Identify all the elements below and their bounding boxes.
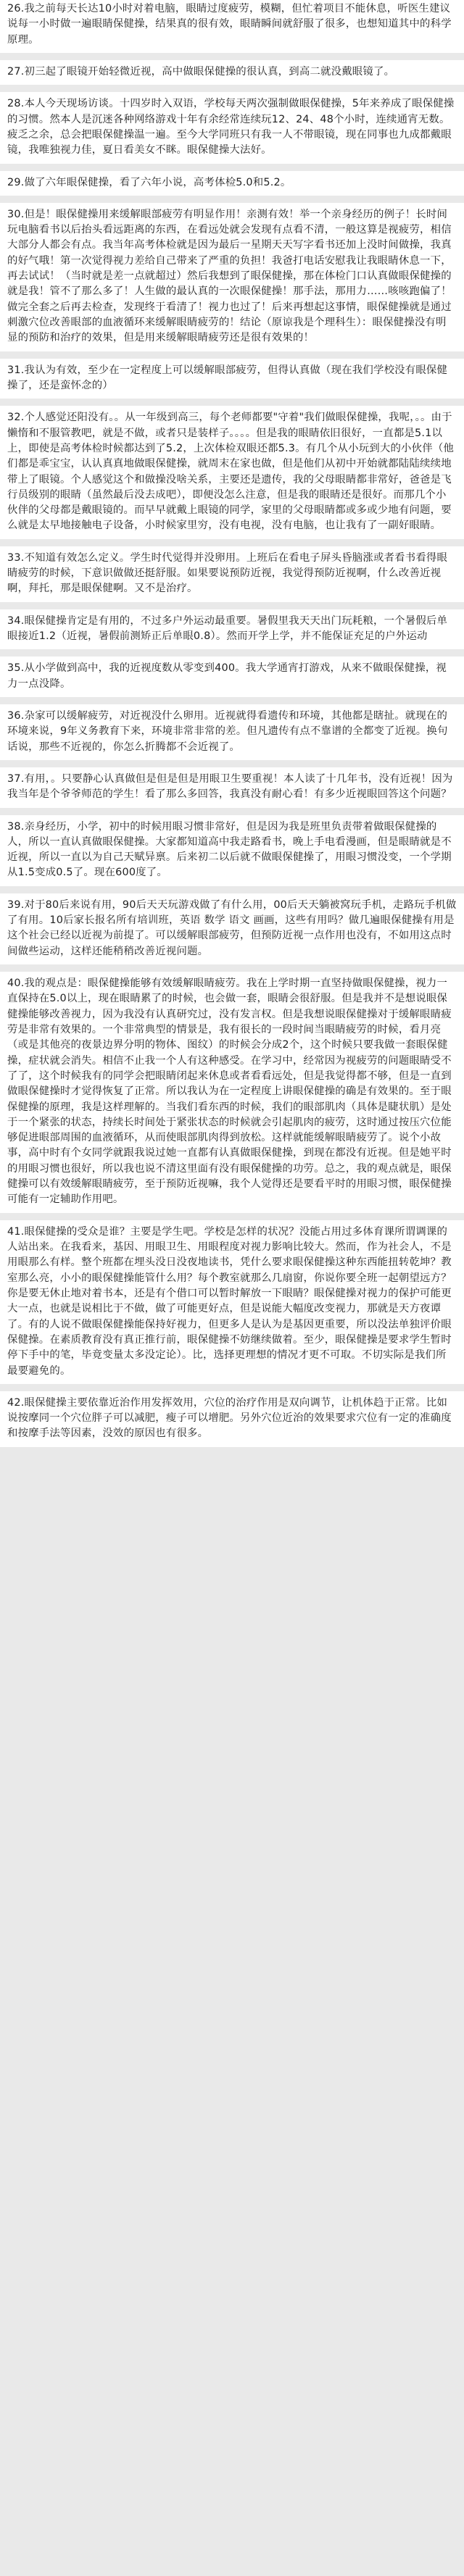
answer-entry: 37.有用，。只要静心认真做但是但是但是用眼卫生要重视！本人读了十几年书，没有近视！因为我当年是个爷爷师范的学生！看了那么多回答，我真没有耐心看！有多少近视眼回答这个问题？ xyxy=(0,767,464,808)
answer-entry: 32.个人感觉还阳没有。。从一年级到高三，每个老师都要"守着"我们做眼保健操，我呢，。。由于懒惰和不服管教吧，就是不做，或者只是装样子。。。。但是我的眼睛依旧很好，一直都是5.1以上，即使是高考体检时候都达到了5.2，上次体检双眼还都5.3。有几个从小玩到大的小伙伴（他们都是乖宝宝，认认真真地做眼保健操，就周末在家也做，但是他们从初中开始就都陆陆续续地带上了眼镜。个人感觉这个和做操没啥关系，主要还是遗传，我的父母眼睛都非常好，爸爸是飞行员级别的眼睛（虽然最后没去成吧），即便没怎么注意，但是我的眼睛还是很好。而那几个小伙伴的父母都是戴眼镜的。而早早就戴上眼镜的同学，家里的父母眼睛都或多或少地有问题，要么就是太早地接触电子设备，小时候家里穷，没有电视，没有电脑，也让我有了一副好眼睛。 xyxy=(0,406,464,539)
answer-entry: 41.眼保健操的受众是谁？主要是学生吧。学校是怎样的状况？没能占用过多体育课所谓调课的人站出来。在我看来，基因、用眼卫生、用眼程度对视力影响比较大。然而，作为社会人，不是用眼那么有样。整个班都在埋头没日没夜地读书，凭什么要求眼保健操这种东西能扭转乾坤？教室那么亮，小小的眼保健操能管什么用？每个教室就那么几扇窗，你说你要全班一起朝望远方？你是要无休止地对着书本，还是有个借口可以暂时解放一下眼睛？眼保健操对视力的保护可能更大一点，也就是说相比于不做，做了可能更好点，但是说能大幅度改变视力，那就是天方夜谭了。有的人说不做眼保健操能保持好视力，但更多人是认为是基因更重要，所以没法单独评价眼保健操。在素质教育没有真正推行前，眼保健操不妨继续做着。至少，眼保健操是要求学生暂时停下手中的笔，毕竟变量太多没定论）。比，选择更理想的情况才更不可取。不切实际是我们所最要避免的。 xyxy=(0,1220,464,1384)
answer-entry: 39.对于80后来说有用，90后天天玩游戏做了有什么用，00后天天躺被窝玩手机，走路玩手机做了有用。10后家长报名所有培训班，英语 数学 语文 画画，这些有用吗？做几遍眼保健操有用是这个社会已经以近视为前提了。可以缓解眼部疲劳，但预防近视一点作用也没有，不如用这点时间做些运动，这样还能稍稍改善近视问题。 xyxy=(0,893,464,964)
answer-entry: 36.杂家可以缓解疲劳，对近视没什么卵用。近视就得看遗传和环境，其他都是瞎扯。就现在的环境来说，9年义务教育下来，环境非常非常的差。但凡遗传有点不靠谱的全都变了近视。换句话说，那些不近视的，你怎么折腾都不会近视了。 xyxy=(0,704,464,760)
answer-entry: 26.我之前每天长达10小时对着电脑，眼睛过度疲劳，模糊，但忙着项目不能休息，听医生建议说每一小时做一遍眼睛保健操，结果真的很有效，眼睛瞬间就舒服了很多，也想知道其中的科学原理。 xyxy=(0,0,464,53)
answer-entry: 29.做了六年眼保健操，看了六年小说，高考体检5.0和5.2。 xyxy=(0,171,464,196)
answer-entry: 27.初三起了眼镜开始轻微近视，高中做眼保健操的很认真，到高二就没戴眼镜了。 xyxy=(0,60,464,85)
answer-entry: 38.亲身经历，小学，初中的时候用眼习惯非常好，但是因为我是班里负责带着做眼保健操的人，所以一直认真做眼保健操。大家都知道高中我走路看书，晚上手电看漫画，但是眼睛就是不近视，所以一直以为自己天赋异禀。后来初二以后就不做眼保健操了，用眼习惯没变，一个学期从1.5变成0.5了。现在600度了。 xyxy=(0,815,464,886)
answer-entry: 33.不知道有效怎么定义。学生时代觉得并没卵用。上班后在看电子屏头昏脑涨或者看书看得眼睛疲劳的时候，下意识做做还挺舒服。如果要说预防近视，我觉得预防近视啊，什么改善近视啊，拜托，那是眼保健啊。又不是治疗。 xyxy=(0,546,464,602)
answer-entry: 40.我的观点是：眼保健操能够有效缓解眼睛疲劳。我在上学时期一直坚持做眼保健操，视力一直保持在5.0以上，现在眼睛累了的时候，也会做一套，眼睛会很舒服。但是我并不是想说眼保健操能够改善视力，因为我没有认真研究过，没有发言权。但是我想说眼保健操对于缓解眼睛疲劳是非常有效果的。一个非常典型的情景是，我有很长的一段时间当眼睛疲劳的时候，看月亮（或是其他亮的夜景边界分明的物体、图纹）的时候会分成2个，这个时候只要我做一套眼保健操，症状就会消失。相信不止我一个人有这种感受。在学习中，经常因为视疲劳的问题眼睛受不了了，这个时候我有的同学会把眼睛闭起来休息或者看看远处，但是我觉得都不够，但是一直到做眼保健操时才觉得恢复了正常。所以我认为在一定程度上讲眼保健操的确是有效果的。至于眼保健操的原理，我是这样理解的。当我们看东西的时候，我们的眼部肌肉（具体是睫状肌）是处于一个紧张的状态，持续长时间处于紧张状态的时候就会引起肌肉的疲劳，这时通过按压穴位能够促进眼部周围的血液循环，从而使眼部肌肉得到放松。这样就能缓解眼睛疲劳了。说个小故事，高中时有个女同学就跟我说过她一直都有认真做眼保健操，到现在都没有近视。但是她平时的用眼习惯也很好，所以我也说不清这里面有没有眼保健操的功劳。总之，我的观点就是，眼保健操可以有效缓解眼睛疲劳，至于预防近视嘛，我个人觉得还是要看平时的用眼习惯，眼保健操可能有一定辅助作用吧。 xyxy=(0,972,464,1213)
answer-entry: 34.眼保健操肯定是有用的，不过多户外运动最重要。暑假里我天天出门玩耗粮，一个暑假后单眼接近1.2（近视，暑假前测矫正后单眼0.8）。然而开学上学，并不能保证充足的户外运动 xyxy=(0,609,464,650)
answer-entry: 31.我认为有效，至少在一定程度上可以缓解眼部疲劳，但得认真做（现在我们学校没有眼保健操了，还是蛮怀念的） xyxy=(0,359,464,399)
answer-entry: 30.但是！眼保健操用来缓解眼部疲劳有明显作用！亲测有效！举一个亲身经历的例子！长时间玩电脑看书以后抬头看远距离的东西，在看远处就会发现有点看不清，一般这算是视疲劳，相信大部分人都会有点。我当年高考体检就是因为最后一星期天天写字看书还加上没时间做操，我真的好气哦！第一次觉得视力差给自己带来了严重的负担！我爸打电话安慰我让我眼睛休息一下，再去试试！（当时就是差一点就超过）然后我想到了眼保健操，那在体检门口认真做眼保健操的就是我！管不了那么多了！人生做的最认真的一次眼保健操！那手法，那用力……咳咳跑偏了！做完全套之后再去检查，发现终于看清了！视力也过了！后来再想起这事情，眼保健操就是通过刺激穴位改善眼部的血液循环来缓解眼睛疲劳的！结论（原谅我是个理科生）：眼保健操没有明显的预防和治疗的效果，但是用来缓解眼睛疲劳还是很有效果的！ xyxy=(0,203,464,351)
answer-entry: 35.从小学做到高中，我的近视度数从零变到400。我大学通宵打游戏，从来不做眼保健操，视力一点没降。 xyxy=(0,656,464,697)
answer-entry: 28.本人今天现场访谈。十四岁时入双语，学校每天两次强制做眼保健操，5年来养成了眼保健操的习惯。然本人是沉迷各种网络游戏十年有余经常连续玩12、24、48个小时，连续通宵无数。疲乏之余，总会把眼保健操温一遍。至今大学同班只有我一人不带眼镜，现在同事也九成都戴眼镜，我唯独视力佳，夏日看美女不眯。眼保健操大法好。 xyxy=(0,92,464,163)
answer-entry: 42.眼保健操主要依靠近治作用发挥效用，穴位的治疗作用是双向调节，让机体趋于正常。比如说按摩同一个穴位胖子可以减肥，瘦子可以增肥。另外穴位近治的效果要求穴位有一定的准确度和按摩手法等因素，没效的原因也有很多。 xyxy=(0,1391,464,1447)
